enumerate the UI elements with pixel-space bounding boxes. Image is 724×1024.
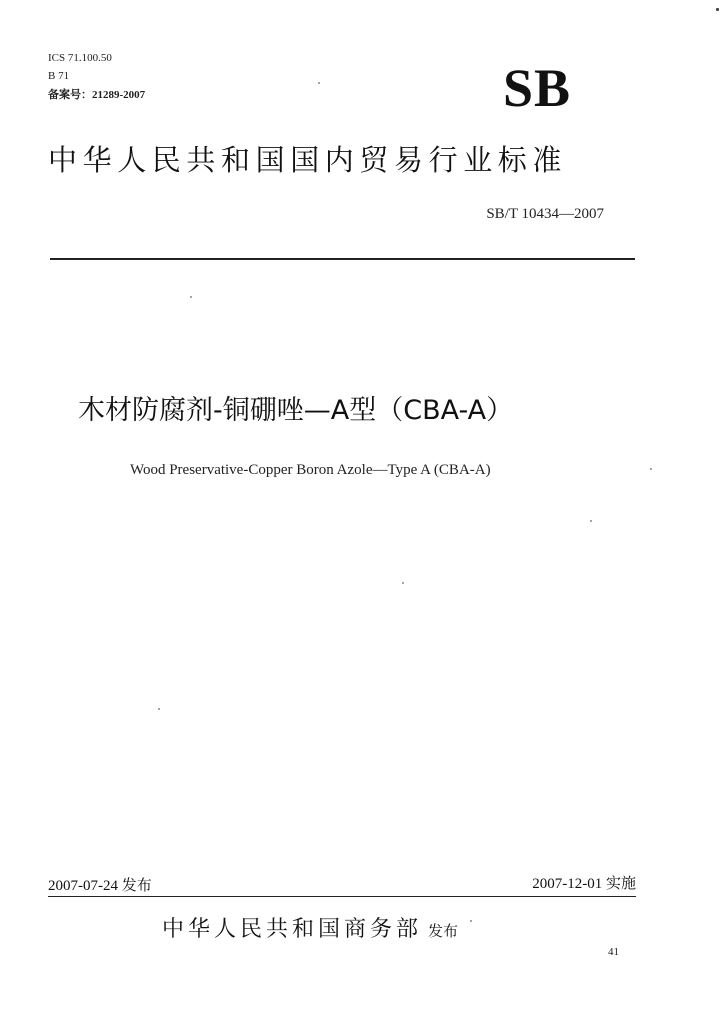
standard-category-title: 中华人民共和国国内贸易行业标准: [48, 143, 568, 177]
scan-speck: [650, 468, 652, 470]
issue-date: 2007-07-24 发布: [48, 878, 152, 894]
scan-speck: [716, 8, 719, 11]
standard-number: SB/T 10434—2007: [486, 206, 604, 222]
document-title-en: Wood Preservative-Copper Boron Azole—Type A (CBA-A): [130, 462, 491, 478]
scan-speck: [158, 708, 160, 710]
publisher: [162, 915, 458, 946]
scan-speck: [402, 582, 404, 584]
publisher-name: 中华人民共和国商务部: [162, 917, 423, 942]
sb-logo: SB: [503, 58, 572, 118]
classification-code: B 71: [48, 70, 70, 82]
registration-number: 备案号：21289-2007: [48, 89, 146, 101]
scan-speck: [190, 296, 192, 298]
footer-divider: [48, 896, 636, 897]
effective-date: 2007-12-01 实施: [532, 876, 636, 892]
document-title-cn: 木材防腐剂-铜硼唑—A型（CBA-A）: [78, 395, 514, 426]
header-divider: [50, 258, 635, 260]
page-number: 41: [608, 946, 619, 958]
scan-speck: [590, 520, 592, 522]
scan-speck: [470, 920, 472, 922]
ics-code: ICS 71.100.50: [48, 52, 112, 64]
scan-speck: [318, 82, 320, 84]
publisher-suffix: 发布: [428, 922, 459, 940]
